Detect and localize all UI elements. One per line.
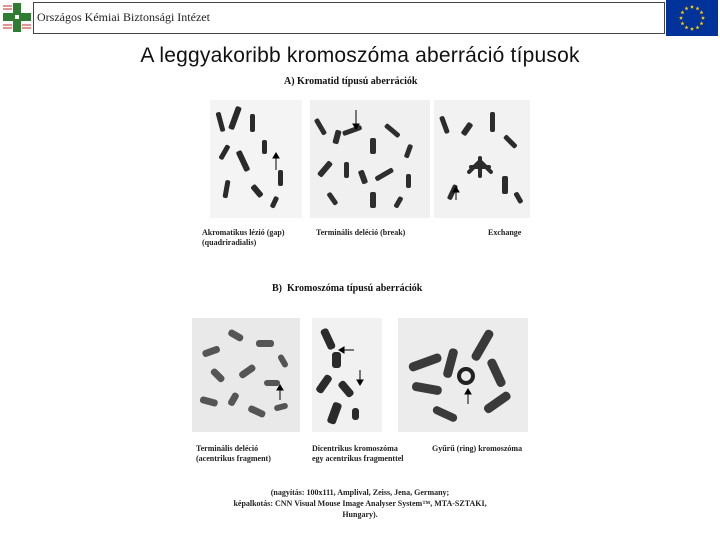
caption-line: (acentrikus fragment) bbox=[196, 454, 271, 463]
caption-b3 bbox=[432, 444, 522, 454]
caption-line: Exchange bbox=[488, 228, 522, 237]
micrograph-ring bbox=[398, 318, 528, 432]
section-a-micrographs bbox=[210, 100, 530, 220]
institute-name: Országos Kémiai Biztonsági Intézet bbox=[37, 10, 210, 24]
micrograph-terminal-deletion bbox=[192, 318, 300, 432]
figure-credits bbox=[200, 487, 520, 520]
eu-flag-icon bbox=[666, 0, 718, 36]
credit-line: Hungary). bbox=[342, 510, 378, 519]
micrograph-dicentric bbox=[312, 318, 382, 432]
section-a-title: A) Kromatid típusú aberrációk bbox=[284, 76, 418, 87]
micrograph-exchange bbox=[434, 100, 530, 218]
cross-logo-icon bbox=[1, 1, 33, 34]
caption-line: (quadriradialis) bbox=[202, 238, 257, 247]
caption-line: Gyűrű (ring) kromoszóma bbox=[432, 444, 523, 453]
caption-a2 bbox=[316, 228, 405, 238]
section-b-micrographs bbox=[192, 318, 532, 434]
caption-b2 bbox=[312, 444, 404, 464]
micrograph-break bbox=[310, 100, 430, 218]
caption-line: Dicentrikus kromoszóma bbox=[312, 444, 398, 453]
credit-line: képalkotás: CNN Visual Mouse Image Analyser System™, MTA-SZTAKI, bbox=[233, 499, 487, 508]
section-b-prefix: B) bbox=[272, 283, 282, 294]
header-bar bbox=[0, 0, 720, 38]
page-title: A leggyakoribb kromoszóma aberráció típusok bbox=[140, 44, 580, 67]
caption-line: Terminális deléció bbox=[196, 444, 259, 453]
credit-line: (nagyítás: 100x111, Amplival, Zeiss, Jena, Germany; bbox=[270, 488, 450, 497]
caption-line: egy acentrikus fragmenttel bbox=[312, 454, 404, 463]
caption-a1 bbox=[202, 228, 285, 248]
caption-line: Akromatikus lézió (gap) bbox=[202, 228, 285, 237]
caption-line: Terminális deléció (break) bbox=[316, 228, 406, 237]
caption-b1 bbox=[196, 444, 271, 464]
section-b-title bbox=[272, 283, 422, 294]
micrograph-gap bbox=[210, 100, 302, 218]
section-b-label: Kromoszóma típusú aberrációk bbox=[287, 283, 423, 294]
caption-a3 bbox=[488, 228, 521, 238]
